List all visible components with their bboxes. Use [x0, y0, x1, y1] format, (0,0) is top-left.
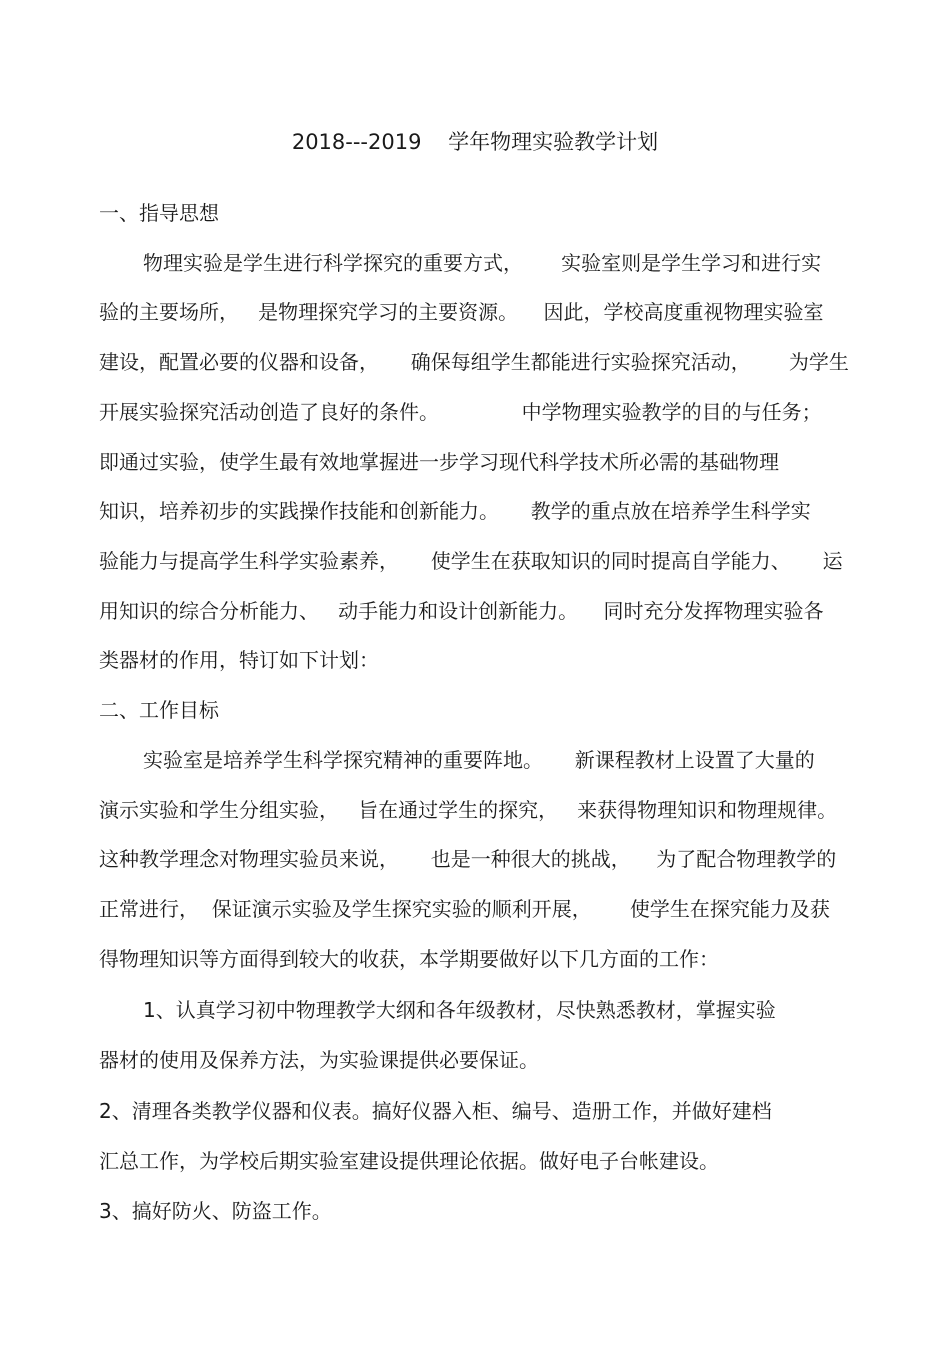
- paragraph-line: 知识，培养初步的实践操作技能和创新能力。 教学的重点放在培养学生科学实: [99, 499, 811, 523]
- paragraph-line: 建设，配置必要的仪器和设备， 确保每组学生都能进行实验探究活动， 为学生: [99, 350, 849, 374]
- list-item-line: 2、清理各类教学仪器和仪表。搞好仪器入柜、编号、造册工作，并做好建档: [99, 1099, 772, 1123]
- paragraph-line: 验能力与提高学生科学实验素养， 使学生在获取知识的同时提高自学能力、 运: [99, 549, 843, 573]
- paragraph-line: 验的主要场所， 是物理探究学习的主要资源。 因此，学校高度重视物理实验室: [99, 300, 824, 324]
- paragraph-line: 演示实验和学生分组实验， 旨在通过学生的探究， 来获得物理知识和物理规律。: [99, 798, 838, 822]
- list-item-line: 汇总工作，为学校后期实验室建设提供理论依据。做好电子台帐建设。: [99, 1149, 719, 1173]
- document-title: 2018---2019 学年物理实验教学计划: [291, 130, 659, 154]
- list-item-line: 器材的使用及保养方法，为实验课提供必要保证。: [99, 1048, 539, 1072]
- paragraph-line: 即通过实验，使学生最有效地掌握进一步学习现代科学技术所必需的基础物理: [99, 450, 779, 474]
- paragraph-line: 开展实验探究活动创造了良好的条件。 中学物理实验教学的目的与任务；: [99, 400, 822, 424]
- paragraph-line: 正常进行， 保证演示实验及学生探究实验的顺利开展， 使学生在探究能力及获: [99, 897, 830, 921]
- section-heading: 二、工作目标: [99, 698, 219, 722]
- paragraph-line: 得物理知识等方面得到较大的收获，本学期要做好以下几方面的工作：: [99, 947, 719, 971]
- paragraph-line: 用知识的综合分析能力、 动手能力和设计创新能力。 同时充分发挥物理实验各: [99, 599, 824, 623]
- paragraph-line: 物理实验是学生进行科学探究的重要方式， 实验室则是学生学习和进行实: [143, 251, 822, 275]
- list-item-line: 3、搞好防火、防盗工作。: [99, 1199, 332, 1223]
- list-item-line: 1、认真学习初中物理教学大纲和各年级教材，尽快熟悉教材，掌握实验: [143, 998, 776, 1022]
- section-heading: 一、指导思想: [99, 201, 219, 225]
- paragraph-line: 实验室是培养学生科学探究精神的重要阵地。 新课程教材上设置了大量的: [143, 748, 815, 772]
- paragraph-line: 这种教学理念对物理实验员来说， 也是一种很大的挑战， 为了配合物理教学的: [99, 847, 837, 871]
- paragraph-line: 类器材的作用，特订如下计划：: [99, 648, 379, 672]
